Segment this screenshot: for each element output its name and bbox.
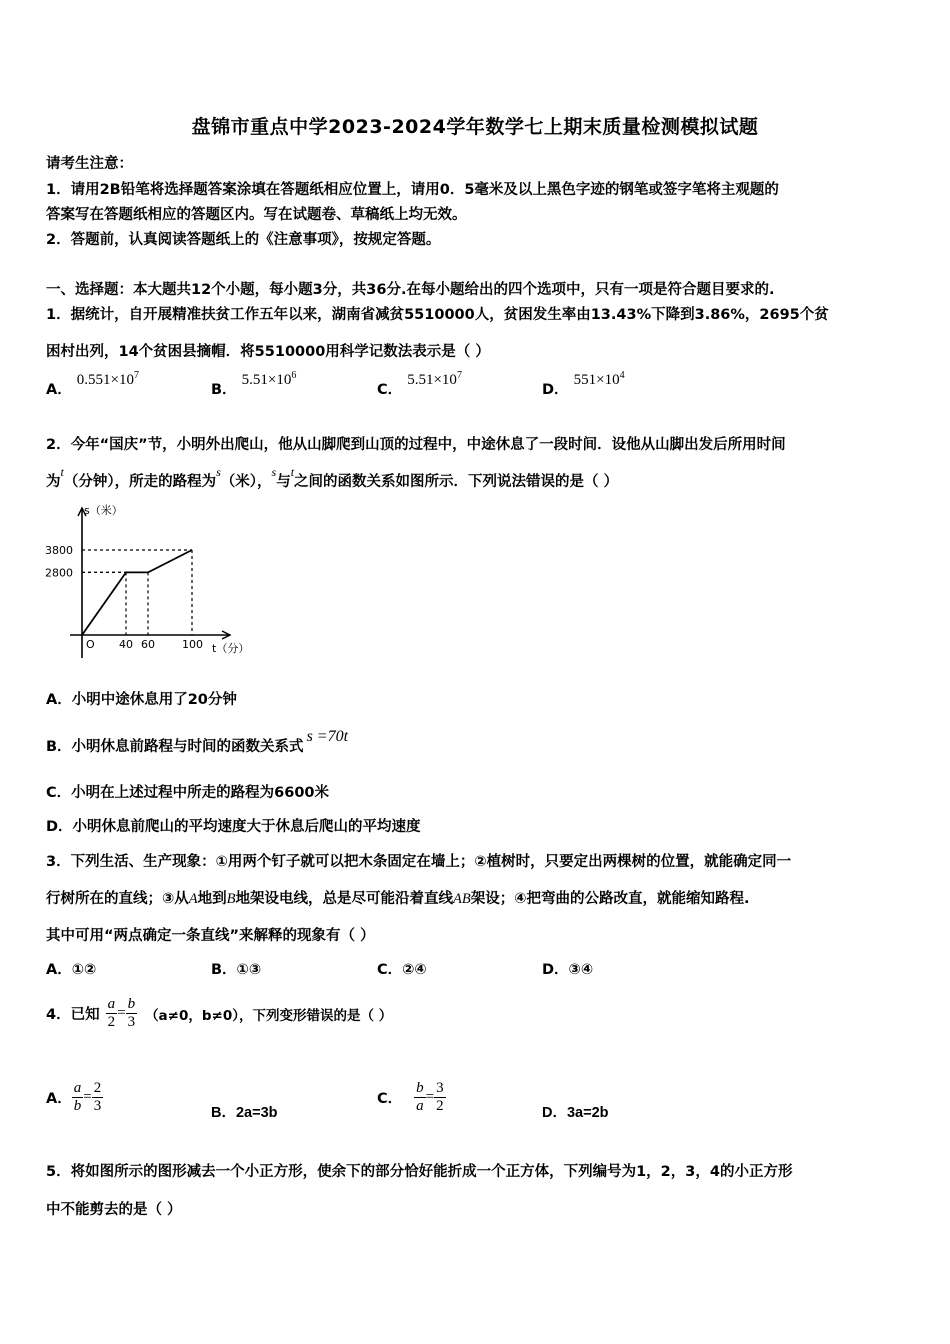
q1-option-c-label: C． — [377, 382, 403, 398]
q2-option-b: B．小明休息前路程与时间的函数关系式s =70t — [46, 728, 349, 755]
q1-option-a-label: A． — [46, 382, 72, 398]
q1-line-1: 1．据统计，自开展精准扶贫工作五年以来，湖南省减贫5510000人，贫困发生率由13.43%下降到3.86%，2695个贫 — [46, 307, 829, 323]
x-axis-label: t（分） — [212, 642, 250, 655]
q4-option-b: B．2a=3b — [211, 1105, 278, 1121]
q1-option-b — [211, 370, 297, 399]
q2-option-c: C．小明在上述过程中所走的路程为6600米 — [46, 785, 329, 801]
q1-option-c-value: $5.51\times 10^7$ — [407, 370, 462, 388]
q3-line-2: 行树所在的直线；③从A地到B地架设电线，总是尽可能沿着直线AB架设；④把弯曲的公路改直，就能缩知路程. — [46, 891, 750, 907]
notice-line-3: 2．答题前，认真阅读答题纸上的《注意事项》，按规定答题。 — [46, 232, 441, 248]
q3-option-b: B．①③ — [211, 962, 262, 978]
q4-option-a: A． $\frac{a}{b}$ = $\frac{2}{3}$ — [46, 1080, 102, 1114]
q1-option-d — [542, 370, 625, 399]
q1-option-c — [377, 370, 462, 399]
q3-line-1: 3．下列生活、生产现象：①用两个钉子就可以把木条固定在墙上；②植树时，只要定出两棵树的位置，就能确定同一 — [46, 854, 792, 870]
q1-option-d-value: $551\times 10^4$ — [573, 370, 625, 388]
q4-stem: 4．已知 $\frac{a}{2}$ = $\frac{b}{3}$ （a≠0，b≠0），下列变形错误的是（ ） — [46, 996, 393, 1030]
q2-option-b-formula: s =70t — [306, 728, 349, 745]
q1-option-b-value: $5.51\times 10^6$ — [241, 370, 297, 388]
q4-option-c: C． $\frac{b}{a}$ = $\frac{3}{2}$ — [377, 1080, 444, 1114]
x-tick-label-100: 100 — [182, 638, 203, 651]
q2-option-a: A．小明中途休息用了20分钟 — [46, 692, 237, 708]
q2-option-d: D．小明休息前爬山的平均速度大于休息后爬山的平均速度 — [46, 819, 421, 835]
distance-time-chart — [40, 496, 270, 666]
x-tick-label-60: 60 — [141, 638, 155, 651]
q5-line-2: 中不能剪去的是（ ） — [46, 1202, 182, 1218]
notice-line-1: 1．请用2B铅笔将选择题答案涂填在答题纸相应位置上，请用0．5毫米及以上黑色字迹的钢笔或签字笔将主观题的 — [46, 182, 779, 198]
q2-line-2: 为$^t$（分钟），所走的路程为$^s$（米），$^s$与$^t$之间的函数关系如图所示．下列说法错误的是（ ） — [46, 465, 619, 490]
y-tick-label-2800: 2800 — [45, 566, 73, 580]
distance-series-line — [82, 550, 192, 635]
section-heading: 一、选择题：本大题共12个小题，每小题3分，共36分.在每小题给出的四个选项中，只有一项是符合题目要求的. — [46, 282, 775, 298]
q1-line-2: 困村出列，14个贫困县摘帽．将5510000用科学记数法表示是（ ） — [46, 344, 490, 360]
q1-option-b-label: B． — [211, 382, 237, 398]
q1-option-d-label: D． — [542, 382, 569, 398]
y-tick-label-3800: 3800 — [45, 544, 73, 557]
y-axis-label: s（米） — [84, 504, 123, 517]
q1-option-a — [46, 370, 140, 399]
notice-line-2: 答案写在答题纸相应的答题区内。写在试题卷、草稿纸上均无效。 — [46, 207, 467, 223]
q3-option-a: A．①② — [46, 962, 97, 978]
notice-heading: 请考生注意： — [46, 156, 133, 172]
q2-line-1: 2．今年“国庆”节，小明外出爬山，他从山脚爬到山顶的过程中，中途休息了一段时间．设他从山脚出发后所用时间 — [46, 437, 786, 453]
q3-option-c: C．②④ — [377, 962, 427, 978]
q4-frac-a-over-2: $\frac{a}{2}$ — [107, 996, 116, 1030]
x-tick-label-40: 40 — [119, 638, 133, 651]
q5-line-1: 5．将如图所示的图形减去一个小正方形，使余下的部分恰好能折成一个正方体，下列编号为1，2，3，4的小正方形 — [46, 1164, 793, 1180]
q1-option-a-value: $0.551\times 10^7$ — [76, 370, 140, 388]
origin-label: O — [86, 638, 95, 651]
page-title: 盘锦市重点中学2023-2024学年数学七上期末质量检测模拟试题 — [191, 116, 759, 138]
q4-frac-b-over-3: $\frac{b}{3}$ — [127, 996, 136, 1030]
q3-line-3: 其中可用“两点确定一条直线”来解释的现象有（ ） — [46, 928, 375, 944]
q4-option-d: D．3a=2b — [542, 1105, 609, 1121]
q3-option-d: D．③④ — [542, 962, 594, 978]
